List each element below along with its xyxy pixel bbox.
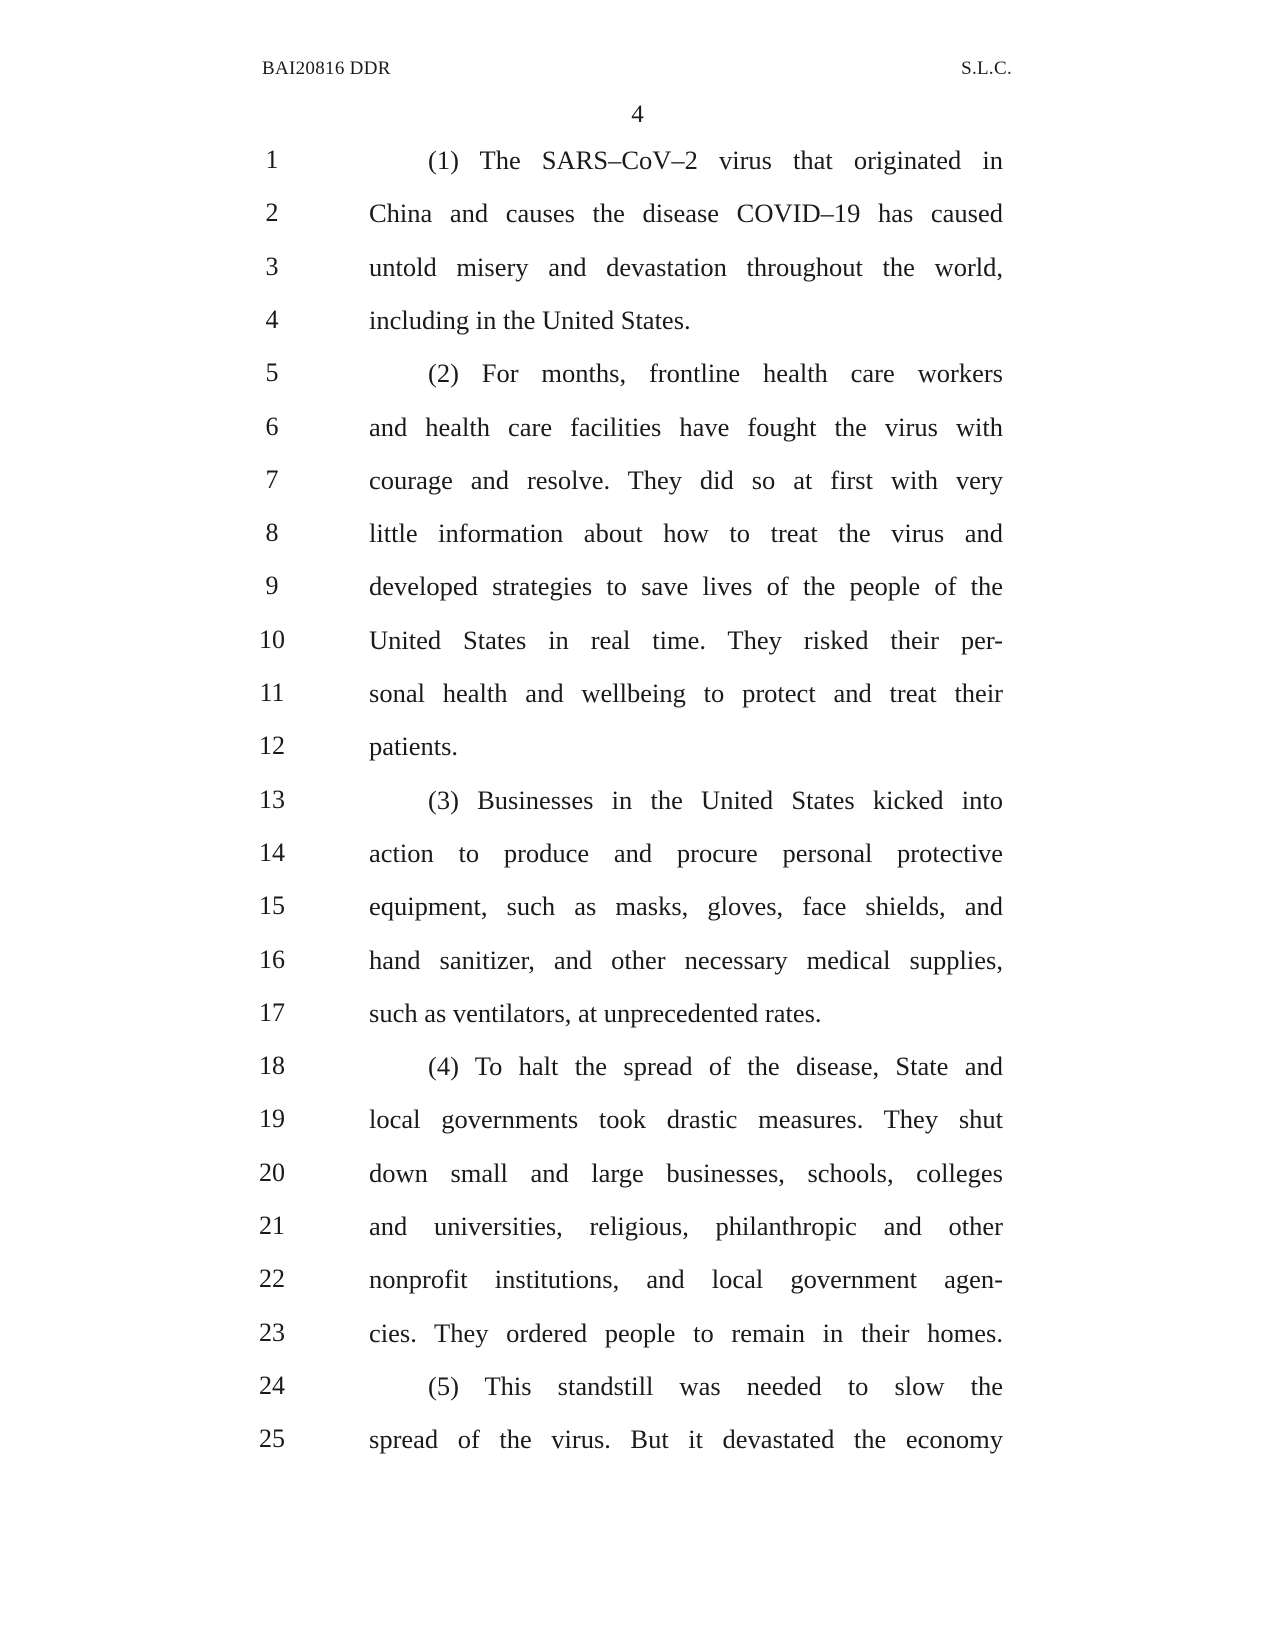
bill-line	[0, 1366, 1275, 1406]
bill-line	[0, 300, 1275, 340]
line-number: 9	[265, 571, 279, 601]
bill-line	[0, 1419, 1275, 1459]
line-text: (2) For months, frontline health care workers	[428, 358, 1003, 389]
bill-line	[0, 566, 1275, 606]
bill-line	[0, 620, 1275, 660]
line-number: 14	[259, 837, 285, 867]
line-number: 16	[259, 944, 285, 974]
bill-line	[0, 247, 1275, 287]
office-code: S.L.C.	[961, 58, 1012, 79]
line-number: 18	[259, 1051, 285, 1081]
line-number: 10	[259, 624, 285, 654]
bill-line	[0, 780, 1275, 820]
line-number: 1	[265, 145, 279, 174]
line-number: 8	[265, 518, 279, 548]
line-number: 11	[259, 678, 285, 707]
bill-line	[0, 513, 1275, 553]
line-number: 5	[265, 358, 279, 388]
bill-line	[0, 1099, 1275, 1139]
line-text: equipment, such as masks, gloves, face shields, and	[369, 891, 1003, 922]
line-text: action to produce and procure personal protective	[369, 837, 1003, 868]
bill-line	[0, 1313, 1275, 1353]
line-text: sonal health and wellbeing to protect and treat their	[369, 678, 1003, 708]
line-number: 6	[265, 411, 279, 441]
bill-line	[0, 193, 1275, 233]
bill-line	[0, 1206, 1275, 1246]
line-text: cies. They ordered people to remain in their homes.	[369, 1317, 1003, 1348]
bill-line	[0, 940, 1275, 980]
document-id: BAI20816 DDR	[262, 58, 391, 79]
line-text: local governments took drastic measures. They shut	[369, 1104, 1003, 1135]
line-text: nonprofit institutions, and local government agen-	[369, 1264, 1003, 1295]
line-number: 21	[259, 1211, 285, 1240]
line-text: hand sanitizer, and other necessary medical supplies,	[369, 944, 1003, 975]
line-text: such as ventilators, at unprecedented rates.	[369, 997, 822, 1028]
bill-line	[0, 1259, 1275, 1299]
line-text: and universities, religious, philanthropic and other	[369, 1211, 1003, 1241]
line-number: 7	[265, 464, 279, 494]
bill-line	[0, 886, 1275, 926]
bill-line	[0, 673, 1275, 713]
line-text: China and causes the disease COVID–19 has caused	[369, 198, 1003, 229]
bill-line	[0, 1046, 1275, 1086]
line-number: 24	[259, 1370, 285, 1400]
line-number: 4	[265, 304, 279, 334]
line-text: United States in real time. They risked their per-	[369, 624, 1003, 655]
line-text: (1) The SARS–CoV–2 virus that originated in	[428, 145, 1003, 175]
line-number: 12	[259, 731, 285, 761]
line-number: 3	[265, 251, 279, 281]
line-text: spread of the virus. But it devastated the economy	[369, 1424, 1003, 1455]
line-number: 17	[259, 997, 285, 1027]
line-text: including in the United States.	[369, 304, 691, 335]
line-number: 15	[259, 891, 285, 921]
line-text: untold misery and devastation throughout the world,	[369, 251, 1003, 282]
line-text: little information about how to treat the virus and	[369, 518, 1003, 549]
bill-line	[0, 140, 1275, 180]
bill-line	[0, 407, 1275, 447]
bill-line	[0, 993, 1275, 1033]
line-number: 25	[259, 1424, 285, 1454]
line-text: patients.	[369, 731, 459, 762]
line-text: (3) Businesses in the United States kicked into	[428, 784, 1003, 815]
line-number: 22	[259, 1264, 285, 1294]
bill-line	[0, 833, 1275, 873]
line-number: 19	[259, 1104, 285, 1134]
line-number: 13	[259, 784, 285, 814]
bill-line	[0, 353, 1275, 393]
page-number: 4	[631, 101, 644, 128]
bill-line	[0, 460, 1275, 500]
line-text: (4) To halt the spread of the disease, State and	[428, 1051, 1003, 1082]
line-number: 23	[259, 1317, 285, 1347]
bill-line	[0, 1153, 1275, 1193]
line-text: and health care facilities have fought the virus with	[369, 411, 1003, 442]
line-number: 20	[259, 1157, 285, 1187]
line-text: (5) This standstill was needed to slow the	[428, 1370, 1003, 1401]
line-text: down small and large businesses, schools, colleges	[369, 1157, 1003, 1188]
bill-line	[0, 726, 1275, 766]
line-text: courage and resolve. They did so at first with very	[369, 464, 1003, 495]
line-text: developed strategies to save lives of the people of the	[369, 571, 1003, 602]
line-number: 2	[265, 198, 279, 228]
